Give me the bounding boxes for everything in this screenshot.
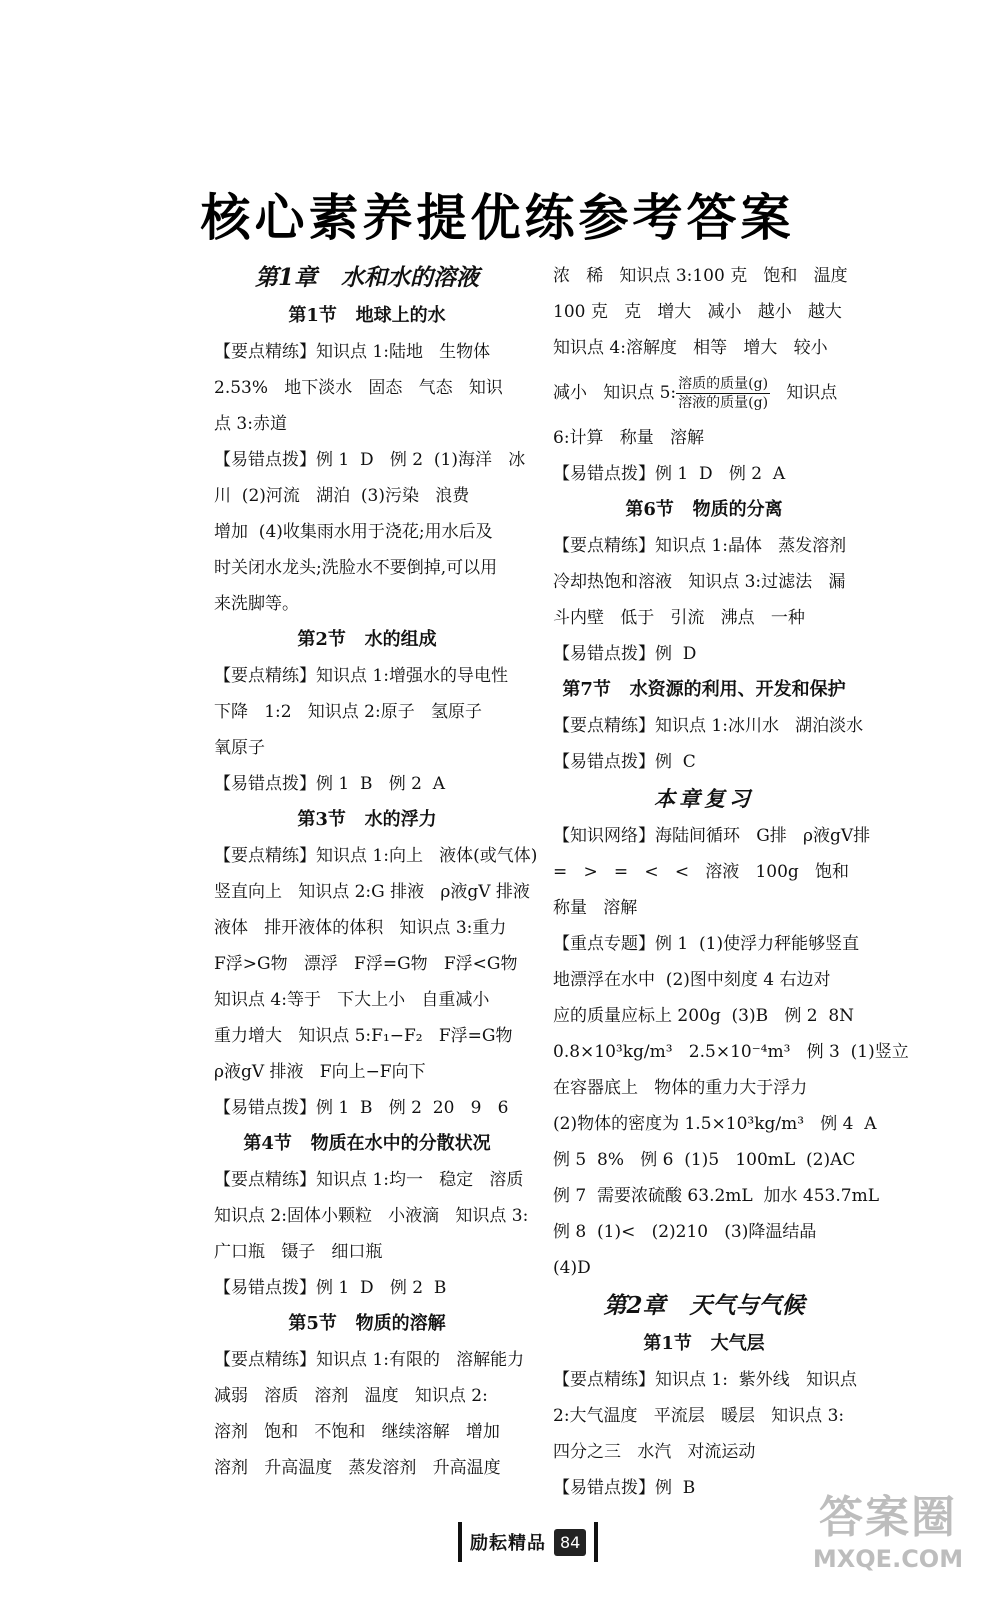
text-line: 【易错点拨】例 1 D 例 2 B: [214, 1278, 447, 1298]
text-line: 液体 排开液体的体积 知识点 3:重力: [214, 918, 507, 938]
text-line: 2.53% 地下淡水 固态 气态 知识: [214, 378, 503, 398]
text-line: 【易错点拨】例 1 D 例 2 A: [553, 464, 786, 484]
section-2-1-key-points: [553, 1362, 855, 1470]
text-line: 知识点 4:等于 下大上小 自重减小: [214, 990, 490, 1010]
section-1-6-heading: 第6节 物质的分离: [625, 499, 783, 520]
text-line: 竖直向上 知识点 2:G 排液 ρ液gV 排液: [214, 882, 530, 902]
chapter-1-heading: 第1章 水和水的溶液: [254, 264, 480, 291]
text-line: 【易错点拨】例 B: [553, 1478, 696, 1498]
text-line: 2:大气温度 平流层 暖层 知识点 3:: [553, 1406, 845, 1426]
left-column: [214, 258, 538, 1486]
text-line: 冷却热饱和溶液 知识点 3:过滤法 漏: [553, 572, 846, 592]
text-line: (2)物体的密度为 1.5×10³kg/m³ 例 4 A: [553, 1114, 877, 1134]
text-line: 【知识网络】海陆间循环 G排 ρ液gV排: [553, 826, 871, 846]
text-line: 【要点精练】知识点 1:冰川水 湖泊淡水: [553, 716, 864, 736]
text-line: 增加 (4)收集雨水用于浇花;用水后及: [214, 522, 493, 542]
text-line: 四分之三 水汽 对流运动: [553, 1442, 756, 1462]
section-1-1-key-points: [214, 334, 520, 442]
text-line: 例 5 8% 例 6 (1)5 100mL (2)AC: [553, 1150, 856, 1170]
text-line: 川 (2)河流 湖泊 (3)污染 浪费: [214, 486, 470, 506]
text-line: 知识点 4:溶解度 相等 增大 较小: [553, 338, 828, 358]
text-line: 【易错点拨】例 D: [553, 644, 697, 664]
watermark-logo: 答案圈: [819, 1492, 957, 1543]
section-1-5-errors: [553, 456, 855, 492]
text-line: 在容器底上 物体的重力大于浮力: [553, 1078, 808, 1098]
review-knowledge-network: [553, 818, 871, 926]
text-line: 知识点 2:固体小颗粒 小液滴 知识点 3:: [214, 1206, 529, 1226]
text-line: 下降 1:2 知识点 2:原子 氢原子: [214, 702, 482, 722]
text-fragment: 知识点: [770, 383, 838, 403]
section-1-7-heading: 第7节 水资源的利用、开发和保护: [562, 679, 846, 700]
watermark: [793, 1492, 983, 1574]
text-line: 溶剂 升高温度 蒸发溶剂 升高温度: [214, 1458, 501, 1478]
section-1-1-errors: [214, 442, 526, 622]
text-line: = > = < < 溶液 100g 饱和: [553, 862, 850, 882]
text-line: 广口瓶 镊子 细口瓶: [214, 1242, 383, 1262]
text-line: 减弱 溶质 溶剂 温度 知识点 2:: [214, 1386, 488, 1406]
text-line: (4)D: [553, 1258, 591, 1278]
section-1-2-key-points: [214, 658, 520, 766]
watermark-url: MXQE.COM: [812, 1545, 964, 1573]
section-1-4-errors: [214, 1270, 520, 1306]
review-key-topics: [553, 926, 909, 1286]
section-1-6-errors: [553, 636, 855, 672]
section-1-7-errors: [553, 744, 855, 780]
section-1-3-errors: [214, 1090, 520, 1126]
text-line: 氧原子: [214, 738, 265, 758]
page-number: 84: [554, 1529, 586, 1556]
section-1-6-key-points: [553, 528, 855, 636]
text-line: 来洗脚等。: [214, 594, 299, 614]
text-line: 【重点专题】例 1 (1)使浮力秤能够竖直: [553, 934, 860, 954]
text-line: 【易错点拨】例 1 B 例 2 20 9 6: [214, 1098, 509, 1118]
text-line: 溶剂 饱和 不饱和 继续溶解 增加: [214, 1422, 500, 1442]
text-line: 地漂浮在水中 (2)图中刻度 4 右边对: [553, 970, 831, 990]
text-fragment: 减小 知识点 5:: [553, 383, 677, 403]
chapter-review-heading: 本章复习: [654, 786, 754, 811]
text-line: 【易错点拨】例 1 B 例 2 A: [214, 774, 446, 794]
footer-bar-right: [594, 1522, 598, 1562]
section-1-5-key-points: [214, 1342, 525, 1486]
text-line: 【要点精练】知识点 1:有限的 溶解能力: [214, 1350, 525, 1370]
section-1-3-heading: 第3节 水的浮力: [297, 809, 437, 830]
section-1-5-continued: [553, 258, 855, 456]
text-line: 【要点精练】知识点 1:晶体 蒸发溶剂: [553, 536, 847, 556]
text-line: 重力增大 知识点 5:F₁−F₂ F浮=G物: [214, 1026, 513, 1046]
text-line: F浮>G物 漂浮 F浮=G物 F浮<G物: [214, 954, 518, 974]
text-line: 【要点精练】知识点 1: 紫外线 知识点: [553, 1370, 857, 1390]
chapter-2-heading: 第2章 天气与气候: [603, 1292, 805, 1319]
section-1-5-heading: 第5节 物质的溶解: [288, 1313, 446, 1334]
text-line: 【要点精练】知识点 1:增强水的导电性: [214, 666, 508, 686]
page-footer: [458, 1520, 598, 1564]
text-line: 【易错点拨】例 C: [553, 752, 696, 772]
text-line: 时关闭水龙头;洗脸水不要倒掉,可以用: [214, 558, 498, 578]
right-column: [553, 258, 909, 1506]
section-1-1-heading: 第1节 地球上的水: [288, 305, 446, 326]
section-1-3-key-points: [214, 838, 538, 1090]
section-1-2-heading: 第2节 水的组成: [297, 629, 437, 650]
solubility-fraction: [676, 375, 770, 412]
text-line: 0.8×10³kg/m³ 2.5×10⁻⁴m³ 例 3 (1)竖立: [553, 1042, 909, 1062]
section-2-1-heading: 第1节 大气层: [643, 1333, 765, 1354]
page-title: 核心素养提优练参考答案: [200, 188, 795, 247]
fraction-denominator: 溶液的质量(g): [678, 395, 769, 411]
text-line: 100 克 克 增大 减小 越小 越大: [553, 302, 842, 322]
text-line: 【易错点拨】例 1 D 例 2 (1)海洋 冰: [214, 450, 526, 470]
section-1-7-key-points: [553, 708, 864, 744]
text-line: 称量 溶解: [553, 898, 638, 918]
fraction-line: [553, 366, 855, 420]
text-line: 例 8 (1)< (2)210 (3)降温结晶: [553, 1222, 817, 1242]
text-line: 【要点精练】知识点 1:均一 稳定 溶质: [214, 1170, 524, 1190]
text-line: 浓 稀 知识点 3:100 克 饱和 温度: [553, 266, 848, 286]
text-line: 斗内壁 低于 引流 沸点 一种: [553, 608, 805, 628]
text-line: 【要点精练】知识点 1:向上 液体(或气体): [214, 846, 538, 866]
section-1-4-key-points: [214, 1162, 529, 1270]
fraction-numerator: 溶质的质量(g): [678, 376, 769, 392]
section-1-4-heading: 第4节 物质在水中的分散状况: [243, 1133, 491, 1154]
section-1-2-errors: [214, 766, 520, 802]
text-line: 【要点精练】知识点 1:陆地 生物体: [214, 342, 491, 362]
footer-brand: 励耘精品: [470, 1533, 546, 1554]
text-line: 6:计算 称量 溶解: [553, 428, 704, 448]
text-line: ρ液gV 排液 F向上−F向下: [214, 1062, 426, 1082]
text-line: 点 3:赤道: [214, 414, 287, 434]
text-line: 例 7 需要浓硫酸 63.2mL 加水 453.7mL: [553, 1186, 879, 1206]
text-line: 应的质量应标上 200g (3)B 例 2 8N: [553, 1006, 855, 1026]
